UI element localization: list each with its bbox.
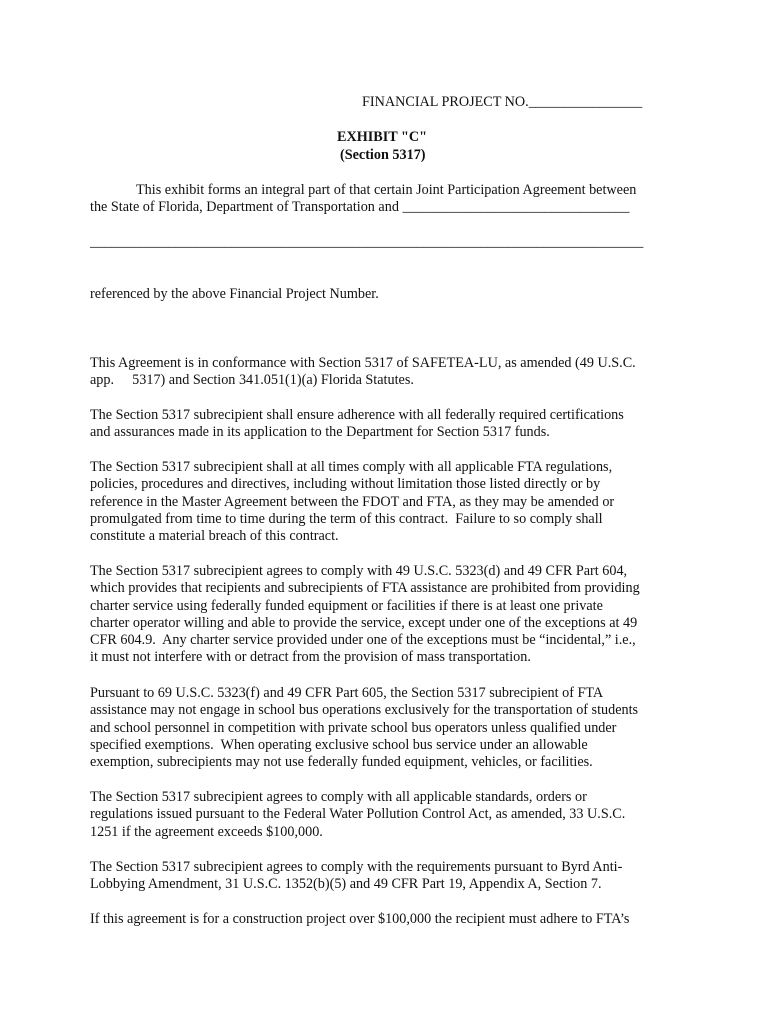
paragraph-line: promulgated from time to time during the term of this contract. Failure to so comply shall: [90, 510, 603, 527]
financial-project-number: FINANCIAL PROJECT NO.________________: [362, 94, 643, 110]
paragraph-charter-service: [90, 563, 682, 667]
intro-referenced: referenced by the above Financial Project Number.: [90, 286, 379, 302]
paragraph-line: The Section 5317 subrecipient shall at all times comply with all applicable FTA regulations,: [90, 459, 613, 475]
paragraph-water-pollution: [90, 789, 682, 841]
paragraph-line: The Section 5317 subrecipient agrees to comply with 49 U.S.C. 5323(d) and 49 CFR Part 604,: [90, 563, 628, 579]
paragraph-line: and school personnel in competition with private school bus operators unless qualified under: [90, 719, 617, 736]
paragraph-line: Lobbying Amendment, 31 U.S.C. 1352(b)(5) and 49 CFR Part 19, Appendix A, Section 7.: [90, 876, 602, 893]
paragraph-line: CFR 604.9. Any charter service provided under one of the exceptions must be “incidental,” i.e.,: [90, 632, 636, 649]
paragraph-line: Pursuant to 69 U.S.C. 5323(f) and 49 CFR Part 605, the Section 5317 subrecipient of FTA: [90, 685, 604, 701]
paragraph-fta-regulations: [90, 459, 682, 545]
paragraph-line: it must not interfere with or detract from the provision of mass transportation.: [90, 649, 531, 666]
paragraph-line: which provides that recipients and subrecipients of FTA assistance are prohibited from providing: [90, 580, 640, 597]
paragraph-line: exemption, subrecipients may not use federally funded equipment, vehicles, or facilities.: [90, 754, 593, 771]
paragraph-line: This Agreement is in conformance with Section 5317 of SAFETEA-LU, as amended (49 U.S.C.: [90, 355, 636, 371]
paragraph-line: The Section 5317 subrecipient agrees to comply with the requirements pursuant to Byrd Anti-: [90, 859, 623, 875]
paragraph-school-bus: [90, 685, 682, 771]
intro-line-1: This exhibit forms an integral part of that certain Joint Participation Agreement between: [136, 182, 637, 198]
paragraph-construction: [90, 911, 682, 928]
paragraph-line: and assurances made in its application to the Department for Section 5317 funds.: [90, 424, 550, 441]
paragraph-line: The Section 5317 subrecipient shall ensure adherence with all federally required certifications: [90, 407, 624, 423]
paragraph-line: 1251 if the agreement exceeds $100,000.: [90, 823, 323, 840]
paragraph-line: reference in the Master Agreement between the FDOT and FTA, as they may be amended or: [90, 493, 615, 510]
paragraph-certifications: [90, 407, 682, 442]
exhibit-title: EXHIBIT "C": [337, 129, 428, 145]
paragraph-line: policies, procedures and directives, including without limitation those listed directly or by: [90, 476, 601, 493]
paragraph-line: specified exemptions. When operating exclusive school bus service under an allowable: [90, 736, 588, 753]
intro-blank-line: ______________________________________________________________________________: [90, 234, 644, 250]
paragraph-conformance: [90, 355, 682, 390]
paragraph-line: charter service using federally funded equipment or facilities if there is at least one private: [90, 597, 603, 614]
paragraph-line: The Section 5317 subrecipient agrees to comply with all applicable standards, orders or: [90, 789, 587, 805]
paragraph-line: constitute a material breach of this contract.: [90, 528, 339, 545]
paragraph-line: regulations issued pursuant to the Federal Water Pollution Control Act, as amended, 33 U.S.C.: [90, 806, 626, 823]
paragraph-anti-lobbying: [90, 859, 682, 894]
exhibit-section: (Section 5317): [340, 147, 426, 163]
paragraph-line: app. 5317) and Section 341.051(1)(a) Florida Statutes.: [90, 372, 407, 389]
intro-line-2: the State of Florida, Department of Transportation and ________________________________: [90, 199, 630, 215]
paragraph-line: If this agreement is for a construction project over $100,000 the recipient must adhere to FTA’s: [90, 911, 630, 927]
paragraph-line: assistance may not engage in school bus operations exclusively for the transportation of students: [90, 702, 639, 719]
paragraph-line: charter operator willing and able to provide the service, except under one of the exceptions at 49: [90, 614, 638, 631]
